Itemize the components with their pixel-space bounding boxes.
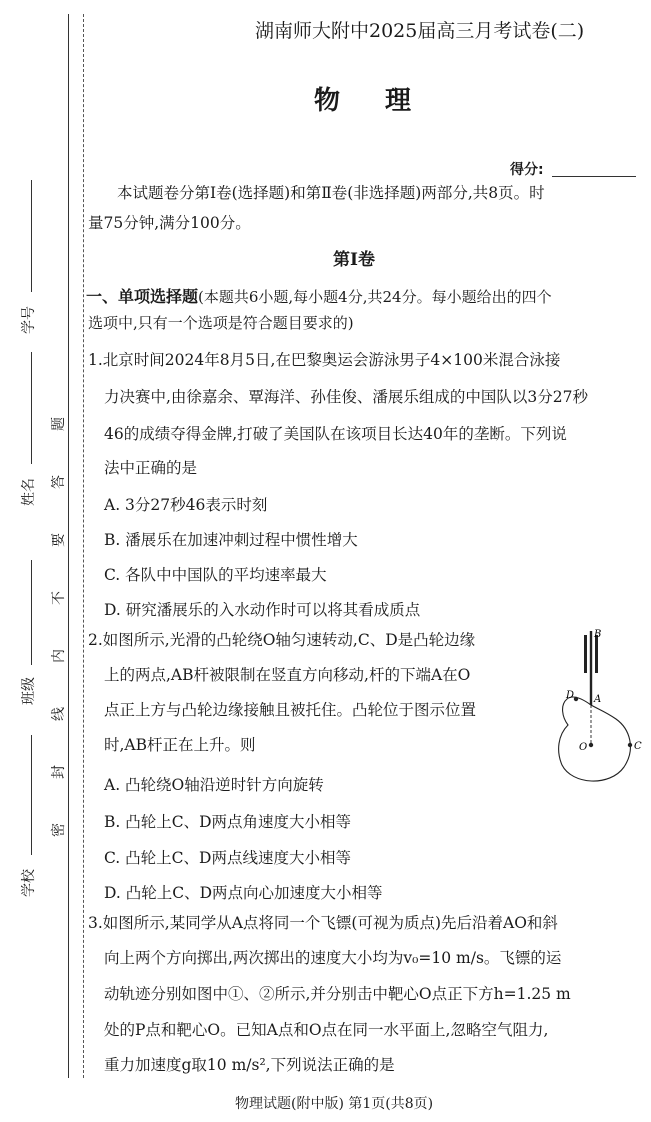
- warning-char: 封: [51, 765, 67, 779]
- exam-header: 湖南师大附中2025届高三月考试卷(二): [255, 20, 585, 42]
- score-blank[interactable]: [552, 176, 636, 177]
- cam-figure: [550, 625, 645, 790]
- rod-guide-right: [595, 635, 598, 673]
- q1-option-d[interactable]: D. 研究潘展乐的入水动作时可以将其看成质点: [104, 601, 421, 619]
- page-footer: 物理试题(附中版) 第1页(共8页): [235, 1096, 434, 1112]
- label-o: O: [579, 742, 588, 753]
- label-d: D: [566, 690, 575, 701]
- section-heading: [86, 284, 552, 307]
- section-title: 一、单项选择题: [86, 287, 199, 306]
- warning-char: 题: [51, 417, 67, 431]
- binding-solid-line: [68, 14, 69, 1078]
- q3-line-1: 3.如图所示,某同学从A点将同一个飞镖(可视为质点)先后沿着AO和斜: [88, 914, 558, 932]
- intro-line-2: 量75分钟,满分100分。: [88, 214, 251, 232]
- name-line: [31, 352, 32, 464]
- class-line: [31, 560, 32, 665]
- part-title: 第Ⅰ卷: [333, 250, 375, 270]
- label-c: C: [634, 741, 642, 752]
- q1-line-4: 法中正确的是: [104, 459, 198, 477]
- label-b: B: [594, 629, 602, 640]
- warning-char: 内: [51, 649, 67, 663]
- q2-option-c[interactable]: C. 凸轮上C、D两点线速度大小相等: [104, 849, 351, 867]
- section-note-2: 选项中,只有一个选项是符合题目要求的): [88, 314, 354, 332]
- name-label: 姓名: [21, 478, 37, 506]
- q2-line-3: 点正上方与凸轮边缘接触且被托住。凸轮位于图示位置: [104, 701, 477, 719]
- student-id-line: [31, 180, 32, 292]
- q1-option-b[interactable]: B. 潘展乐在加速冲刺过程中惯性增大: [104, 531, 358, 549]
- q1-line-3: 46的成绩夺得金牌,打破了美国队在该项目长达40年的垄断。下列说: [104, 425, 567, 443]
- q3-line-3: 动轨迹分别如图中①、②所示,并分别击中靶心O点正下方h=1.25 m: [104, 985, 571, 1003]
- label-a: A: [594, 694, 602, 705]
- q1-option-a[interactable]: A. 3分27秒46表示时刻: [104, 496, 268, 514]
- point-c-dot: [628, 743, 632, 747]
- cam-outline: [559, 697, 631, 781]
- q3-line-2: 向上两个方向掷出,两次掷出的速度大小均为v₀=10 m/s。飞镖的运: [104, 949, 562, 967]
- score-label: 得分:: [510, 162, 544, 178]
- q1-option-c[interactable]: C. 各队中中国队的平均速率最大: [104, 566, 327, 584]
- q1-line-2: 力决赛中,由徐嘉余、覃海洋、孙佳俊、潘展乐组成的中国队以3分27秒: [104, 388, 589, 406]
- school-line: [31, 735, 32, 855]
- q2-option-b[interactable]: B. 凸轮上C、D两点角速度大小相等: [104, 813, 352, 831]
- q1-line-1: 1.北京时间2024年8月5日,在巴黎奥运会游泳男子4×100米混合泳接: [88, 351, 561, 369]
- section-note-1: (本题共6小题,每小题4分,共24分。每小题给出的四个: [198, 288, 552, 306]
- class-label: 班级: [21, 677, 37, 705]
- point-d-dot: [574, 697, 578, 701]
- axis-o-dot: [589, 743, 593, 747]
- warning-char: 答: [51, 475, 67, 489]
- warning-char: 要: [51, 533, 67, 547]
- intro-line-1: 本试题卷分第Ⅰ卷(选择题)和第Ⅱ卷(非选择题)两部分,共8页。时: [117, 184, 545, 202]
- binding-dashed-line: [83, 14, 84, 1078]
- q3-line-4: 处的P点和靶心O。已知A点和O点在同一水平面上,忽略空气阻力,: [104, 1021, 549, 1039]
- q2-line-1: 2.如图所示,光滑的凸轮绕O轴匀速转动,C、D是凸轮边缘: [88, 631, 476, 649]
- student-id-label: 学号: [21, 306, 37, 334]
- warning-char: 密: [51, 823, 67, 837]
- q3-line-5: 重力加速度g取10 m/s²,下列说法正确的是: [104, 1056, 395, 1074]
- school-label: 学校: [21, 869, 37, 897]
- rod-guide-left: [584, 635, 587, 673]
- q2-line-2: 上的两点,AB杆被限制在竖直方向移动,杆的下端A在O: [104, 666, 471, 684]
- warning-char: 不: [51, 591, 67, 605]
- q2-option-d[interactable]: D. 凸轮上C、D两点向心加速度大小相等: [104, 884, 383, 902]
- subject-title: 物 理: [314, 86, 430, 116]
- warning-char: 线: [51, 707, 67, 721]
- q2-option-a[interactable]: A. 凸轮绕O轴沿逆时针方向旋转: [104, 776, 324, 794]
- q2-line-4: 时,AB杆正在上升。则: [104, 736, 256, 754]
